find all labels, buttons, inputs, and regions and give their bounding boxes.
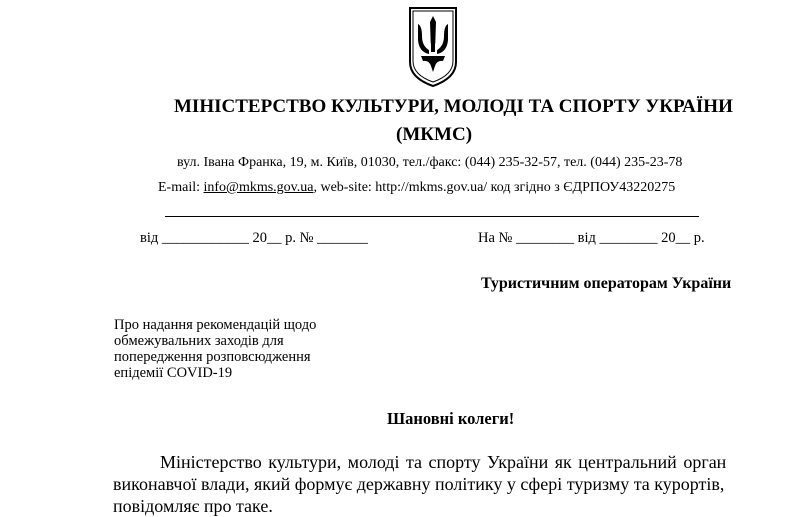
ministry-name: МІНІСТЕРСТВО КУЛЬТУРИ, МОЛОДІ ТА СПОРТУ УКРАЇНИ xyxy=(174,96,733,117)
contact-line xyxy=(158,180,675,196)
recipient: Туристичним операторам України xyxy=(481,275,732,292)
trident-emblem-icon xyxy=(407,6,459,88)
subject-line: попередження розповсюдження xyxy=(114,349,311,365)
greeting: Шановні колеги! xyxy=(387,409,515,428)
outgoing-reference: від ____________ 20__ р. № _______ xyxy=(140,230,368,246)
body-line: виконавчої влади, який формує державну політику у сфері туризму та курортів, xyxy=(113,474,725,494)
incoming-reference: На № ________ від ________ 20__ р. xyxy=(478,230,705,246)
email-label: E-mail: xyxy=(158,180,204,195)
header-divider xyxy=(165,216,699,217)
subject-line: епідемії COVID-19 xyxy=(114,365,233,381)
subject-block xyxy=(114,317,354,381)
email-link[interactable]: info@mkms.gov.ua xyxy=(203,180,314,195)
ministry-abbreviation: (МКМС) xyxy=(396,124,473,145)
website-line: , web-site: http://mkms.gov.ua/ код згідно з ЄДРПОУ43220275 xyxy=(313,180,676,195)
address-line: вул. Івана Франка, 19, м. Київ, 01030, тел./факс: (044) 235-32-57, тел. (044) 235-23-78 xyxy=(177,155,683,170)
subject-line: Про надання рекомендацій щодо xyxy=(114,317,317,333)
subject-line: обмежувальних заходів для xyxy=(114,333,284,349)
body-line: Міністерство культури, молоді та спорту України як центральний орган xyxy=(160,452,727,472)
body-line: повідомляє про таке. xyxy=(113,496,273,516)
